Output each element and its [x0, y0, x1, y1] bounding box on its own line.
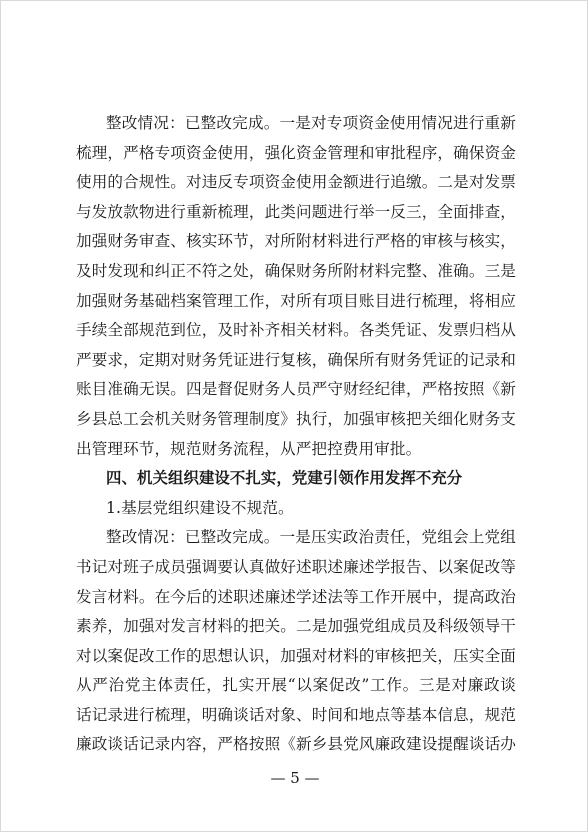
paragraph-line: 梳理，严格专项资金使用，强化资金管理和审批程序，确保资金 [76, 143, 516, 162]
paragraph-last-line: 出管理环节，规范财务流程，从严把控费用审批。 [76, 439, 422, 458]
paragraph-line: 加强财务审查、核实环节，对所附材料进行严格的审核与核实， [76, 232, 516, 251]
paragraph-line: 加强财务基础档案管理工作，对所有项目账目进行梳理，将相应 [76, 291, 516, 310]
paragraph-line: 从严治党主体责任，扎实开展“以案促改”工作。三是对廉政谈 [76, 676, 516, 695]
paragraph-line: 严要求，定期对财务凭证进行复核，确保所有财务凭证的记录和 [76, 350, 516, 369]
paragraph-line: 话记录进行梳理，明确谈话对象、时间和地点等基本信息，规范 [76, 705, 516, 724]
paragraph-line: 书记对班子成员强调要认真做好述职述廉述学报告、以案促改等 [76, 557, 516, 576]
paragraph-line: 乡县总工会机关财务管理制度》执行，加强审核把关细化财务支 [76, 409, 516, 428]
document-body [76, 109, 516, 760]
paragraph-line: 对以案促改工作的思想认识，加强对材料的审核把关，压实全面 [76, 646, 516, 665]
page-number: — 5 — [270, 769, 320, 787]
section-heading: 四、机关组织建设不扎实，党建引领作用发挥不充分 [106, 469, 463, 488]
paragraph-line: 素养，加强对发言材料的把关。二是加强党组成员及科级领导干 [76, 617, 516, 636]
paragraph-line: 与发放款物进行重新梳理，此类问题进行举一反三，全面排查， [76, 202, 516, 221]
paragraph-line: 账目准确无误。四是督促财务人员严守财经纪律，严格按照《新 [76, 380, 516, 399]
paragraph-line: 发言材料。在今后的述职述廉述学述法等工作开展中，提高政治 [76, 587, 516, 606]
paragraph-line: 及时发现和纠正不符之处，确保财务所附材料完整、准确。三是 [76, 261, 516, 280]
paragraph-line: 廉政谈话记录内容，严格按照《新乡县党风廉政建设提醒谈话办 [76, 735, 516, 754]
paragraph-line: 使用的合规性。对违反专项资金使用金额进行追缴。二是对发票 [76, 173, 516, 192]
paragraph-line: 手续全部规范到位，及时补齐相关材料。各类凭证、发票归档从 [76, 321, 516, 340]
paragraph-first-line: 整改情况：已整改完成。一是对专项资金使用情况进行重新 [106, 114, 516, 132]
paragraph-first-line: 整改情况：已整改完成。一是压实政治责任，党组会上党组 [106, 528, 516, 547]
subsection-title: 1.基层党组织建设不规范。 [106, 498, 294, 517]
